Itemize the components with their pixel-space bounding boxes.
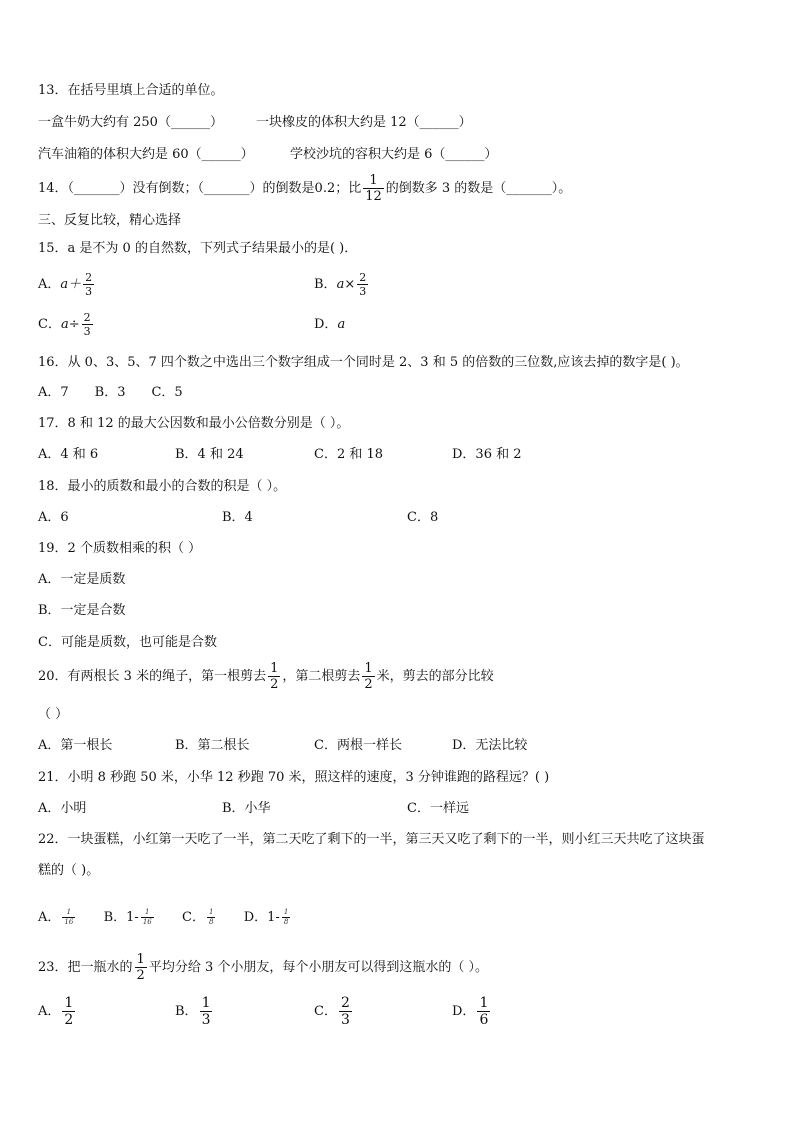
q22-option-a: A． $\frac{1}{16}$: [38, 908, 74, 926]
q23-option-a: A． $\frac{1}{2}$: [38, 995, 74, 1028]
q18-option-b: B．4: [222, 510, 253, 525]
q17-option-d: D．36 和 2: [452, 447, 522, 462]
q19-option-c: C．可能是质数，也可能是合数: [38, 635, 217, 650]
q20-answer-paren: （ ）: [38, 707, 69, 722]
q22-option-c: C． $\frac{1}{8}$: [182, 908, 214, 926]
q22-option-b: B．1- $\frac{1}{16}$: [103, 908, 152, 926]
q14-part1: 14．（_______）没有倒数；（_______）的倒数是0.2；比: [38, 181, 362, 196]
q14-line: [38, 174, 571, 204]
q22-stem-line1: 22．一块蛋糕，小红第一天吃了一半，第二天吃了剩下的一半，第三天又吃了剩下的一半，则小红三天共吃了这块蛋: [38, 832, 705, 847]
q15-option-b: B．a× $\frac{2}{3}$: [314, 271, 367, 298]
q16-stem: 16．从 0、3、5、7 四个数之中选出三个数字组成一个同时是 2、3 和 5 的倍数的三位数,应该去掉的数字是( )。: [38, 355, 689, 370]
q13-title: 13．在括号里填上合适的单位。: [38, 83, 224, 98]
q22-options: [38, 904, 292, 932]
q13-row1-right: 一块橡皮的体积大约是 12（______）: [256, 115, 472, 130]
q23-option-d: D． $\frac{1}{6}$: [452, 995, 489, 1028]
q21-option-c: C．一样远: [407, 801, 469, 816]
q15-stem: 15．a 是不为 0 的自然数，下列式子结果最小的是( )．: [38, 241, 358, 256]
q17-option-c: C．2 和 18: [314, 447, 384, 462]
q22-stem-line2: 糕的（ )。: [38, 863, 100, 878]
q18-option-a: A．6: [38, 510, 69, 525]
q15-option-a: A．a＋ $\frac{2}{3}$: [38, 271, 93, 298]
q15-option-c: C．a÷ $\frac{2}{3}$: [38, 311, 91, 338]
q23-option-b: B． $\frac{1}{3}$: [175, 995, 211, 1028]
q21-stem: 21．小明 8 秒跑 50 米，小华 12 秒跑 70 米，照这样的速度，3 分钟谁跑的路程远？( ): [38, 770, 550, 785]
section-3-heading: 三、反复比较，精心选择: [38, 213, 182, 228]
q14-fraction: $\frac{1}{12}$: [365, 173, 382, 204]
q13-row2-left: 汽车油箱的体积大约是 60（______）: [38, 147, 254, 162]
q19-stem: 19．2 个质数相乘的积（ ）: [38, 541, 202, 556]
q20-option-b: B．第二根长: [175, 738, 250, 753]
q20-stem: 20．有两根长 3 米的绳子，第一根剪去 $\frac{1}{2}$ ，第二根剪去 $\frac{1}{2}$ 米，剪去的部分比较: [38, 661, 494, 692]
q18-stem: 18．最小的质数和最小的合数的积是（ ）。: [38, 479, 287, 494]
q19-option-b: B．一定是合数: [38, 603, 126, 618]
q20-option-c: C．两根一样长: [314, 738, 402, 753]
q18-option-c: C．8: [407, 510, 439, 525]
q17-stem: 17．8 和 12 的最大公因数和最小公倍数分别是（ ）。: [38, 416, 350, 431]
q13-row2-right: 学校沙坑的容积大约是 6（______）: [290, 147, 498, 162]
q16-options: A．7 B．3 C．5: [38, 385, 183, 400]
q20-option-d: D．无法比较: [452, 738, 528, 753]
q17-option-a: A．4 和 6: [38, 447, 99, 462]
q20-option-a: A．第一根长: [38, 738, 113, 753]
q21-option-b: B．小华: [222, 801, 271, 816]
q22-option-d: D．1- $\frac{1}{8}$: [243, 908, 289, 926]
q14-part2: 的倒数多 3 的数是（_______）。: [385, 181, 572, 196]
q15-option-d: D．a: [314, 317, 346, 332]
q23-stem: 23．把一瓶水的 $\frac{1}{2}$ 平均分给 3 个小朋友，每个小朋友可以得到这瓶水的（ ）。: [38, 952, 488, 983]
q19-option-a: A．一定是质数: [38, 572, 126, 587]
q21-option-a: A．小明: [38, 801, 87, 816]
q13-row1-left: 一盒牛奶大约有 250（______）: [38, 115, 223, 130]
q23-option-c: C． $\frac{2}{3}$: [314, 995, 350, 1028]
q17-option-b: B．4 和 24: [175, 447, 244, 462]
